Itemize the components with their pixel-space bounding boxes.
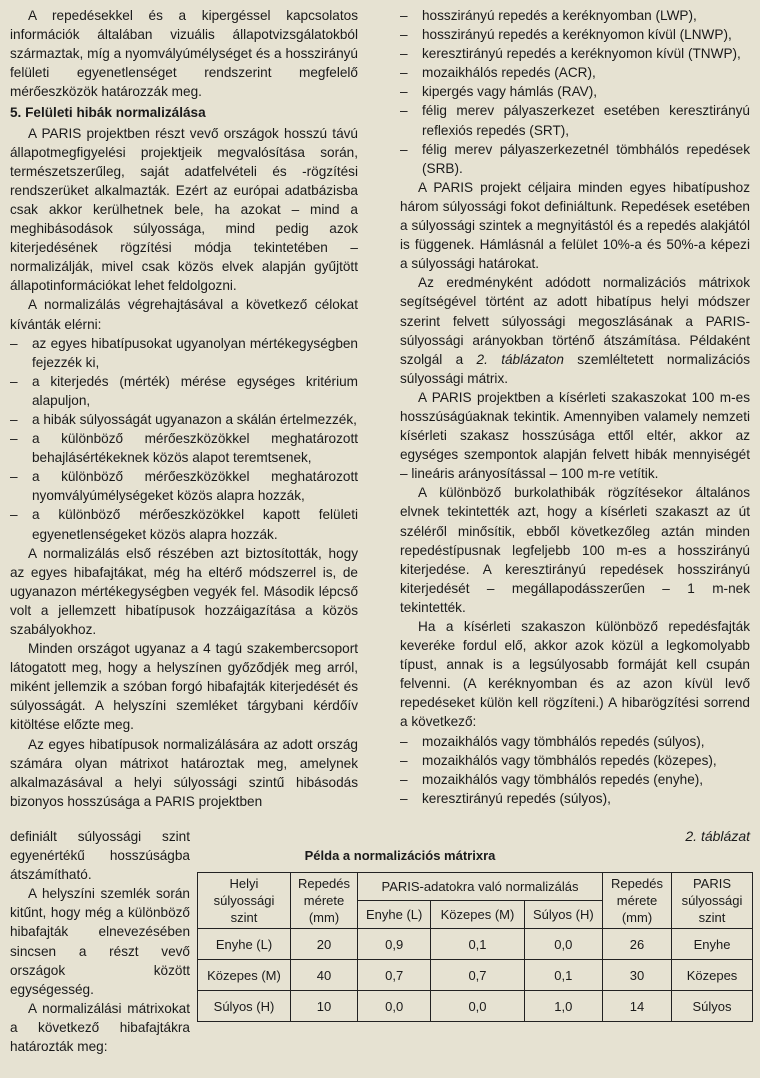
recording-order-list xyxy=(400,732,750,808)
table-cell: 26 xyxy=(603,929,672,960)
paragraph: A normalizálási mátrixokat a következő hibafajtákra határozták meg: xyxy=(10,1000,190,1055)
table-row xyxy=(198,929,753,960)
header-local-level: Helyi súlyossági szint xyxy=(198,873,291,929)
normalization-matrix-table xyxy=(197,872,753,1022)
paragraph-text: szemléltetett normalizációs súlyossági mátrix. xyxy=(400,351,750,386)
paragraph: A helyszíni szemlék során kitűnt, hogy még a különböző hibafajták elnevezésében sincsen a részt vevő országok között egységesség. xyxy=(10,886,190,997)
table-title: Példa a normalizációs mátrixra xyxy=(304,848,496,863)
table-row xyxy=(198,960,753,991)
table-cell: Enyhe (L) xyxy=(198,929,291,960)
table-cell: Enyhe xyxy=(672,929,753,960)
header-severe: Súlyos (H) xyxy=(524,901,602,929)
paragraph: Ha a kísérleti szakaszon különböző repedésfajták keveréke fordul elő, akkor azok közül a legkomolyabb típust, annak is a legsúlyosabb formáját kell csupán felvenni. (A keréknyomban és az azon kívül levő repedéseket külön kell rögzíteni.) A hibarögzítési sorrend a következő: xyxy=(400,619,750,730)
list-item: – a hibák súlyosságát ugyanazon a skálán értelmezzék, xyxy=(10,410,358,429)
paragraph-text: Az eredményként adódott normalizációs mátrixok segítségével történt az adott hibatípus helyi módszer szerint felvett súlyossági megoszlásának a PARIS-súlyossági arányokban történő átszámítása. Példaként szolgál a xyxy=(400,275,750,367)
table-cell: 0,0 xyxy=(358,991,431,1022)
list-item: – a kiterjedés (mérték) mérése egységes kritérium alapuljon, xyxy=(10,372,358,410)
table-cell: Közepes (M) xyxy=(198,960,291,991)
header-paris-level: PARIS súlyossági szint xyxy=(672,873,753,929)
header-medium: Közepes (M) xyxy=(431,901,524,929)
table-cell: 0,0 xyxy=(524,929,602,960)
list-item: – kipergés vagy hámlás (RAV), xyxy=(400,82,750,101)
paragraph: A repedésekkel és a kipergéssel kapcsolatos információk általában vizuális állapotvizsgálatokból származtak, míg a nyomvályúmélységet és a hosszirányú felületi egyenetlenséget rendszerint megfelelő mérőeszközök határozzák meg. xyxy=(10,8,358,100)
list-item: – hosszirányú repedés a keréknyomban (LWP), xyxy=(400,6,750,25)
table-cell: 1,0 xyxy=(524,991,602,1022)
list-item: – félig merev pályaszerkezetnél tömbhálós repedések (SRB). xyxy=(400,140,750,178)
table-cell: 0,9 xyxy=(358,929,431,960)
right-column xyxy=(400,6,750,808)
paragraph: definiált súlyossági szint egyenértékű hosszúságba átszámítható. xyxy=(10,829,190,883)
paragraph: Az egyes hibatípusok normalizálására az adott ország számára olyan mátrixot határoztak meg, amelynek alkalmazásával a helyi súlyossági szintű hibásodás bizonyos hosszúsága a PARIS projektben xyxy=(10,736,358,809)
table-cell: 0,1 xyxy=(524,960,602,991)
table-cell: 20 xyxy=(291,929,358,960)
goals-list xyxy=(10,334,358,544)
header-crack-size: Repedés mérete (mm) xyxy=(291,873,358,929)
list-item: – a különböző mérőeszközökkel kapott felületi egyenetlenségeket közös alapra hozzák. xyxy=(10,505,358,543)
list-item: – mozaikhálós vagy tömbhálós repedés (közepes), xyxy=(400,751,750,770)
list-item: – mozaikhálós repedés (ACR), xyxy=(400,63,750,82)
table-cell: 40 xyxy=(291,960,358,991)
list-item: – félig merev pályaszerkezet esetében keresztirányú reflexiós repedés (SRT), xyxy=(400,101,750,139)
left-column xyxy=(10,6,358,811)
list-item: – az egyes hibatípusokat ugyanolyan mértékegységben fejezzék ki, xyxy=(10,334,358,372)
header-crack-size-2: Repedés mérete (mm) xyxy=(603,873,672,929)
list-item: – a különböző mérőeszközökkel meghatározott behajlásértékeknek közös alapot teremtsenek, xyxy=(10,429,358,467)
paragraph: A PARIS projekt céljaira minden egyes hibatípushoz három súlyossági fokot definiáltunk. Repedések esetében a súlyossági szintek a megnyitástól és a repedés alakjától is függenek. Hámlásnál a felület 10%-a és 50%-a képezi a súlyossági határokat. xyxy=(400,179,750,272)
paragraph: Minden országot ugyanaz a 4 tagú szakembercsoport látogatott meg, hogy a helyszínen győződjék meg arról, miként jellemzik a szóban forgó hibafajták kiterjedését és súlyosságát. A helyszíni szemléket tárgybani kérdőív kitöltése előzte meg. xyxy=(10,641,358,733)
section-heading: 5. Felületi hibák normalizálása xyxy=(10,105,206,121)
table-cell: Súlyos xyxy=(672,991,753,1022)
paragraph: A normalizálás első részében azt biztosították, hogy az egyes hibafajtákat, még ha eltérő módszerrel is, de ugyanazon mértékegységben vegyék fel. Második lépcső volt a jellemzett hibatípusok hozzáigazítása a közös szabályokhoz. xyxy=(10,545,358,637)
table-cell: 0,7 xyxy=(431,960,524,991)
list-item: – keresztirányú repedés (súlyos), xyxy=(400,789,750,808)
list-item: – a különböző mérőeszközökkel meghatározott nyomvályúmélységeket közös alapra hozzák, xyxy=(10,467,358,505)
table-row xyxy=(198,991,753,1022)
list-item: – mozaikhálós vagy tömbhálós repedés (enyhe), xyxy=(400,770,750,789)
table-cell: 30 xyxy=(603,960,672,991)
table-cell: Súlyos (H) xyxy=(198,991,291,1022)
table-cell: 0,7 xyxy=(358,960,431,991)
table-cell: 0,0 xyxy=(431,991,524,1022)
paragraph: A különböző burkolathibák rögzítésekor általános elvnek tekintették azt, hogy a kísérleti szakaszt az út széléről minősítik, ebből következőleg aztán minden repedéstípusnak legfeljebb 100 m-es a hosszirányú kiterjedése. A keresztirányú repedések hosszirányú kiterjedését – megállapodásszerűen – 1 m-nek tekintették. xyxy=(400,485,750,615)
list-item: – hosszirányú repedés a keréknyomon kívül (LNWP), xyxy=(400,25,750,44)
paragraph xyxy=(400,273,750,388)
table-cell: Közepes xyxy=(672,960,753,991)
paragraph: A normalizálás végrehajtásával a következő célokat kívánták elérni: xyxy=(10,297,358,332)
table-cell: 14 xyxy=(603,991,672,1022)
list-item: – keresztirányú repedés a keréknyomon kívül (TNWP), xyxy=(400,44,750,63)
table-number: 2. táblázat xyxy=(685,828,750,844)
table-reference: 2. táblázaton xyxy=(476,351,564,367)
narrow-column xyxy=(10,827,190,1056)
paragraph: A PARIS projektben részt vevő országok hosszú távú állapotmegfigyelési projektjeik megvalósítása során, természetszerűleg, saját adatfelvételi és -rögzítési rendszerüket alkalmazták. Ezért az európai adatbázisba csak akkor kerülhetnek bele, ha azokat – mind a meghibásodások súlyossága, mind pedig azok kiterjedésének rögzítési módja tekintetében – normalizálják, mivel csak közös elvek alapján gyűjtött állapotinformációkat lehet feldolgozni. xyxy=(10,125,358,294)
table-cell: 10 xyxy=(291,991,358,1022)
paragraph: A PARIS projektben a kísérleti szakaszokat 100 m-es hosszúságúaknak tekintik. Amennyiben valamely nemzeti kísérleti szakasz hosszúsága ettől eltér, akkor az egységes szempontok alapján felvett hibák mennyiségét – lineáris arányosítással – 100 m-re vetítik. xyxy=(400,389,750,482)
defect-types-list xyxy=(400,6,750,178)
header-paris-group: PARIS-adatokra való normalizálás xyxy=(358,873,603,901)
list-item: – mozaikhálós vagy tömbhálós repedés (súlyos), xyxy=(400,732,750,751)
header-light: Enyhe (L) xyxy=(358,901,431,929)
table-cell: 0,1 xyxy=(431,929,524,960)
